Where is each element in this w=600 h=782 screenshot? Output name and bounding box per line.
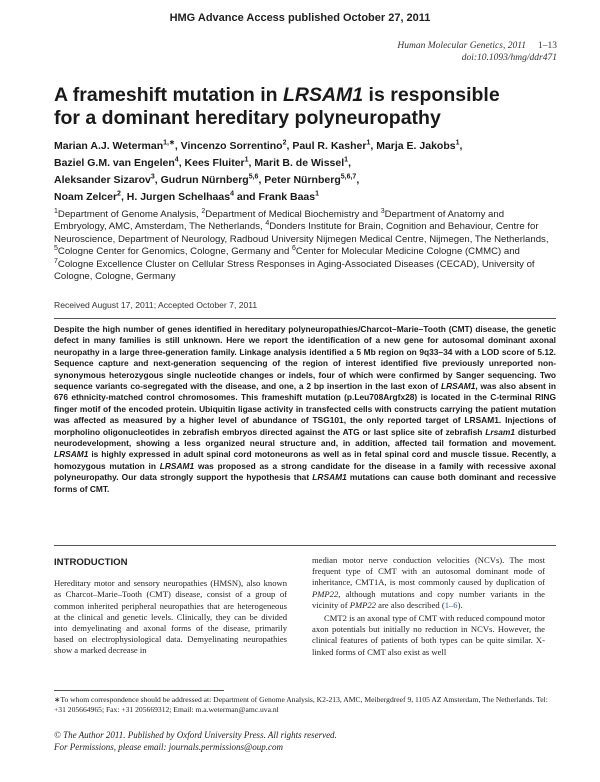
para-gene: PMP22 <box>312 588 339 599</box>
para-text: , although mutations and copy number variants in the vicinity of <box>312 588 545 610</box>
author-sup: 1 <box>315 190 320 198</box>
abstract-gene: LRSAM1 <box>54 449 89 460</box>
author-name: Paul R. Kasher <box>292 140 367 152</box>
footnote-rule <box>54 690 224 691</box>
aff-sup: 1 <box>54 207 58 215</box>
citation-link[interactable]: 1–6 <box>444 599 458 610</box>
author-name: Marian A.J. Weterman <box>54 140 164 152</box>
author-sup: 2 <box>117 190 121 198</box>
author-sup: 4 <box>174 156 179 164</box>
page-range: 1–13 <box>538 41 557 51</box>
author-sup[interactable]: 1,∗ <box>163 139 175 147</box>
author-name: Frank Baas <box>258 191 316 203</box>
author-name: Kees Fluiter <box>184 157 245 169</box>
abstract-gene: LRSAM1 <box>159 460 195 471</box>
author-sup: 5,6,7 <box>340 173 357 181</box>
title-line2: for a dominant hereditary polyneuropathy <box>54 107 441 129</box>
abstract-text: is highly expressed in adult spinal cord motoneurons as well as in fetal spinal cord and muscle tissue. Recently, a homozygous mutation in <box>54 449 556 471</box>
author-name: H. Jurgen Schelhaas <box>126 191 231 203</box>
author-name: Noam Zelcer <box>54 191 118 203</box>
author-name: Marit B. de Wissel <box>254 157 345 169</box>
author-sep: , <box>459 140 463 152</box>
abstract-gene: Lrsam1 <box>485 426 515 437</box>
abstract-gene: LRSAM1 <box>440 381 476 392</box>
author-line-1 <box>54 138 554 155</box>
author-sep: , <box>286 140 293 152</box>
section-heading-introduction: INTRODUCTION <box>54 557 128 568</box>
abstract-bottom-rule <box>54 545 556 546</box>
author-name: Baziel G.M. van Engelen <box>54 157 175 169</box>
author-line-2 <box>54 155 554 172</box>
intro-paragraph-1: Hereditary motor and sensory neuropathies (HMSN), also known as Charcot–Marie–Tooth (CMT) disease, consist of a group of common inherited peripheral neuropathies that are heterogeneous at the clinical and genetic levels. Clinically, they can be divided into demyelinating and axonal forms of the disease, primarily based on electrophysiological data. Demyelinating neuropathies show a marked decrease in <box>54 578 287 656</box>
aff-sup: 2 <box>201 207 206 215</box>
advance-access-banner: HMG Advance Access published October 27, 2011 <box>169 12 431 24</box>
article-title <box>54 84 554 130</box>
journal-name: Human Molecular Genetics, 2011 <box>397 41 526 51</box>
title-gene: LRSAM1 <box>282 84 364 106</box>
author-sep: , <box>258 174 265 186</box>
author-sup: 4 <box>230 190 234 198</box>
abstract-gene: LRSAM1 <box>312 472 347 483</box>
author-line-4 <box>54 189 554 206</box>
author-line-3 <box>54 172 554 189</box>
author-sup: 1 <box>244 156 249 164</box>
affiliations <box>54 209 554 283</box>
aff-text: Donders Institute for Brain, Cognition and Behaviour, Centre for Neuroscience, Department of Neurology, Radboud University Nijmegen Medical Centre, Nijmegen, The Netherlands, <box>54 221 549 245</box>
received-date: Received August 17, 2011; Accepted October 7, 2011 <box>54 300 258 310</box>
author-name: Gudrun Nürnberg <box>160 174 249 186</box>
copyright-line: © The Author 2011. Published by Oxford University Press. All rights reserved. <box>54 730 337 740</box>
intro-paragraph-2 <box>312 555 545 611</box>
permissions-line: For Permissions, please email: journals.permissions@oup.com <box>54 741 284 752</box>
aff-text: Cologne Excellence Cluster on Cellular Stress Responses in Aging-Associated Diseases (CECAD), University of Cologne, Cologne, Germany <box>54 258 535 283</box>
author-sep: , <box>370 140 377 152</box>
correspondence-footnote: ∗To whom correspondence should be addressed at: Department of Genome Analysis, K2-213, AMC, Meibergdreef 9, 1105 AZ Amsterdam, The Netherlands. Tel: +31 205664965; Fax: +31 205669312; Email: m.a.weterman@amc.uva.nl <box>54 695 548 715</box>
abstract-text: , was also absent in 676 ethnicity-matched control chromosomes. This frameshift mutation (p.Leu708Argfx28) is located in the C-terminal RING finger motif of the encoded protein. Ubiquitin ligase activity in transfected cells with constructs carrying the patient mutation was affected as measured by a higher level of abundance of TSG101, the only reported target of LRSAM1. Injections of morpholino oligonucleotides in zebrafish embryos directed against the ATG or last splice site of zebrafish <box>54 381 556 437</box>
author-sep: , <box>154 174 161 186</box>
author-sup: 2 <box>282 139 287 147</box>
copyright-notice <box>54 730 556 753</box>
abstract-text: disturbed neurodevelopment, showing a less organized neural structure and, in addition, affected tail formation and movement. <box>54 426 556 449</box>
author-name: Marja E. Jakobs <box>376 140 456 152</box>
author-sep: , <box>356 174 360 186</box>
aff-text: Department of Anatomy and Embryology, AMC, Amsterdam, The Netherlands, <box>54 209 505 233</box>
abstract-top-rule <box>54 318 556 319</box>
para-text: ). <box>457 599 463 610</box>
author-sup: 3 <box>150 173 155 181</box>
title-text-end: is responsible <box>363 84 500 106</box>
right-column <box>312 555 545 658</box>
author-sup: 5,6 <box>248 173 259 181</box>
title-text: A frameshift mutation in <box>54 84 283 106</box>
author-sep: , <box>248 157 255 169</box>
aff-text: Department of Genome Analysis, <box>57 209 202 220</box>
author-sup: 1 <box>344 156 349 164</box>
aff-text: Cologne Center for Genomics, Cologne, Germany and <box>57 246 293 258</box>
author-list <box>54 138 554 206</box>
aff-sup: 4 <box>265 220 270 228</box>
para-text: are also described ( <box>375 599 445 610</box>
aff-sup: 3 <box>380 207 385 215</box>
left-column <box>54 555 287 657</box>
aff-sup: 7 <box>54 257 58 265</box>
journal-header <box>397 40 557 64</box>
abstract-text: was proposed as a strong candidate for the disease in a family with recessive axonal polyneuropathy. Our data strongly support the hypothesis that <box>54 460 556 483</box>
para-gene: PMP22 <box>349 599 376 610</box>
author-sep: , <box>348 157 351 169</box>
para-text: median motor nerve conduction velocities (NCVs). The most frequent type of CMT with an autosomal dominant mode of inheritance, CMT1A, is most commonly caused by duplication of <box>312 555 545 588</box>
author-sup: 1 <box>366 139 371 147</box>
author-name: Vincenzo Sorrentino <box>180 140 283 152</box>
author-name: Aleksander Sizarov <box>54 174 151 186</box>
abstract-text: Despite the high number of genes identified in hereditary polyneuropathies/Charcot–Marie–Tooth (CMT) disease, the genetic defect in many families is still unknown. Here we report the identification of a new gene for autosomal dominant axonal neuropathy in a large three-generation family. Linkage analysis identified a 5 Mb region on 9q33–34 with a LOD score of 5.12. Sequence capture and next-generation sequencing of the region of interest identified five previously unreported non-synonymous heterozygous single nucleotide changes or indels, four of which were confirmed by Sanger sequencing. Two sequence variants co-segregated with the disease, and one, a 2 bp insertion in the last exon of <box>54 324 556 392</box>
author-sep: and <box>233 191 259 203</box>
abstract-text: mutations can cause both dominant and recessive forms of CMT. <box>54 472 556 494</box>
aff-text: Center for Molecular Medicine Cologne (CMMC) and <box>295 246 520 258</box>
author-sep: , <box>178 157 185 169</box>
intro-paragraph-3: CMT2 is an axonal type of CMT with reduced compound motor axon potentials but initially no reduction in NCVs. However, the clinical features of patients of both types can be quite similar. X-linked forms of CMT also exist as well <box>312 613 545 657</box>
abstract <box>54 324 556 495</box>
author-sup: 1 <box>455 139 460 147</box>
aff-sup: 5 <box>54 245 58 253</box>
author-sep: , <box>174 140 181 152</box>
aff-text: Department of Medical Biochemistry and <box>205 209 381 220</box>
doi[interactable]: doi:10.1093/hmg/ddr471 <box>461 53 557 63</box>
aff-sup: 6 <box>292 245 296 253</box>
author-sep: , <box>120 191 127 203</box>
author-name: Peter Nürnberg <box>264 174 341 186</box>
